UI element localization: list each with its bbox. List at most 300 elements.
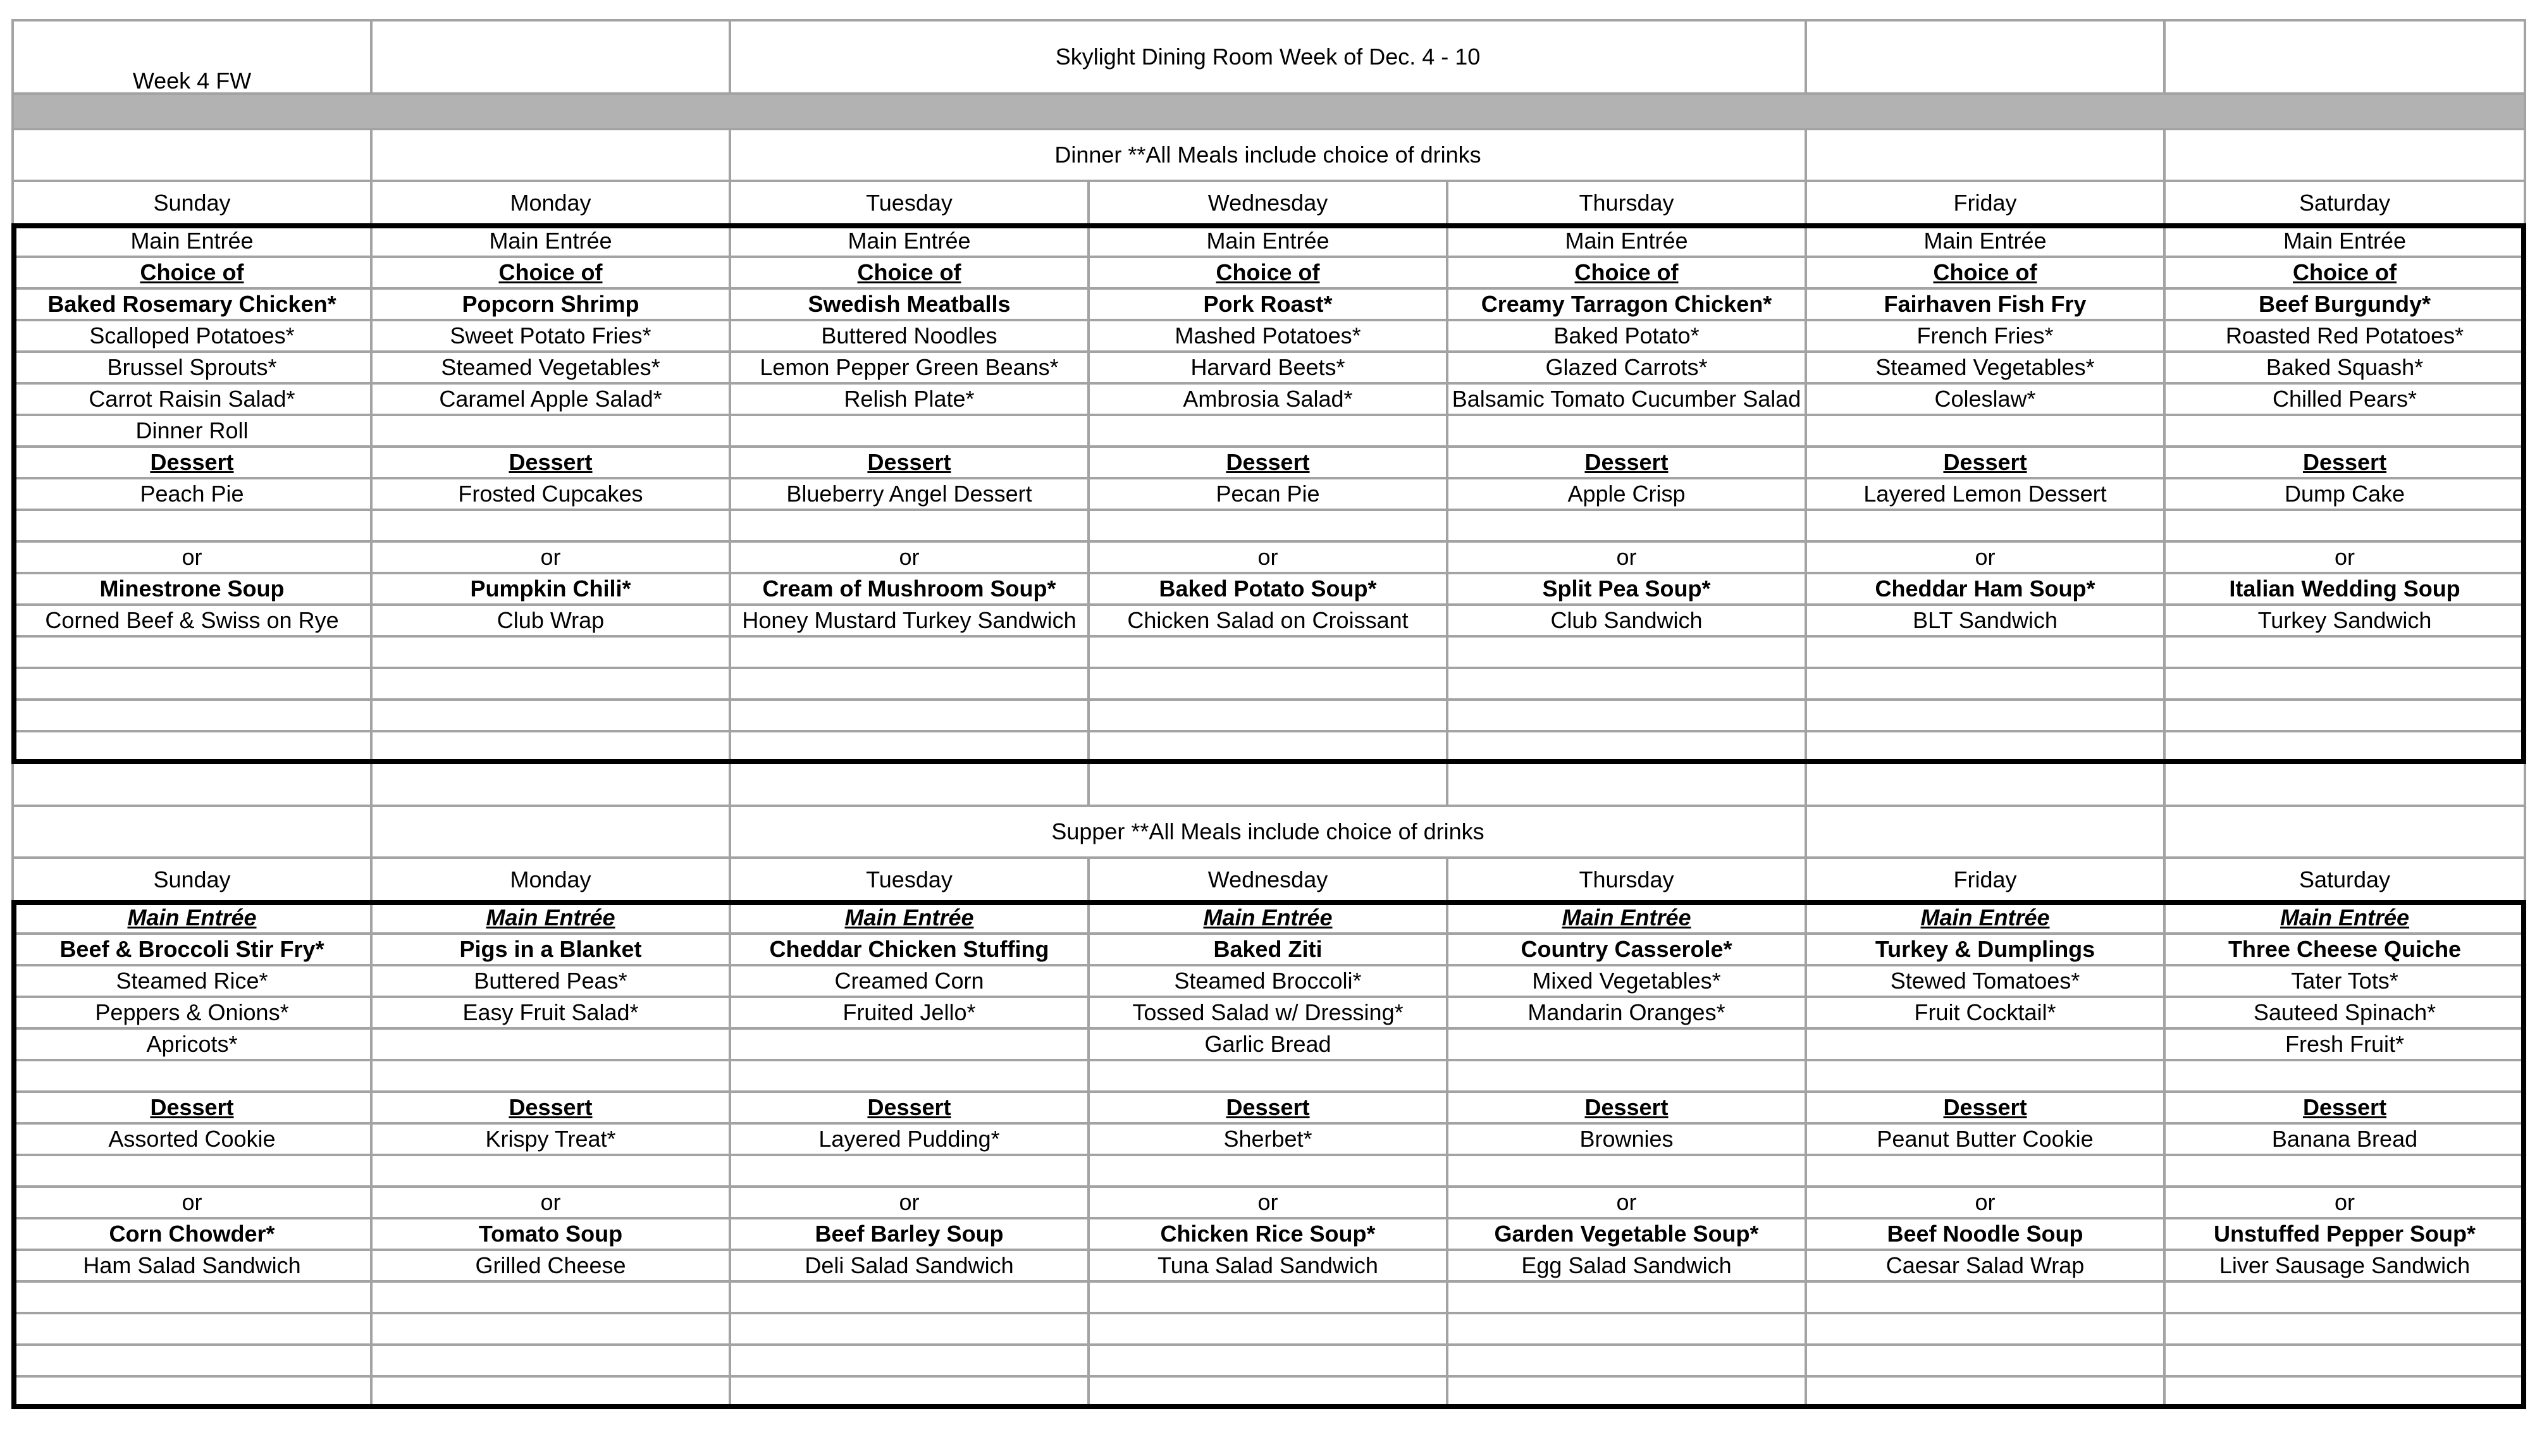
menu-row: [13, 636, 2525, 668]
menu-cell-sunday: Brussel Sprouts*: [13, 352, 371, 383]
menu-cell-monday: Frosted Cupcakes: [371, 478, 730, 510]
menu-cell-saturday: [2164, 1313, 2525, 1345]
menu-cell-friday: [1806, 1028, 2164, 1060]
blank-cell: [1806, 129, 2164, 181]
menu-cell-thursday: [1447, 415, 1806, 447]
menu-cell-saturday: [2164, 1155, 2525, 1187]
menu-cell-friday: [1806, 415, 2164, 447]
menu-cell-thursday: Garden Vegetable Soup*: [1447, 1218, 1806, 1250]
menu-cell-friday: French Fries*: [1806, 320, 2164, 352]
menu-cell-friday: Dessert: [1806, 1092, 2164, 1123]
blank-cell: [2164, 129, 2525, 181]
menu-cell-wednesday: [1089, 700, 1447, 731]
menu-cell-thursday: or: [1447, 541, 1806, 573]
blank-cell: [371, 129, 730, 181]
menu-cell-thursday: Apple Crisp: [1447, 478, 1806, 510]
menu-cell-sunday: Scalloped Potatoes*: [13, 320, 371, 352]
menu-cell-monday: [371, 1281, 730, 1313]
menu-cell-friday: Dessert: [1806, 447, 2164, 478]
menu-cell-thursday: Baked Potato*: [1447, 320, 1806, 352]
menu-cell-saturday: [2164, 731, 2525, 763]
menu-row: [13, 605, 2525, 636]
menu-cell-friday: [1806, 636, 2164, 668]
menu-cell-saturday: Dump Cake: [2164, 478, 2525, 510]
menu-row: [13, 541, 2525, 573]
menu-cell-sunday: Carrot Raisin Salad*: [13, 383, 371, 415]
menu-cell-sunday: Dessert: [13, 1092, 371, 1123]
menu-row: [13, 257, 2525, 288]
menu-cell-monday: [371, 1313, 730, 1345]
menu-cell-tuesday: Deli Salad Sandwich: [730, 1250, 1089, 1281]
menu-cell-thursday: Country Casserole*: [1447, 934, 1806, 965]
menu-cell-wednesday: Garlic Bread: [1089, 1028, 1447, 1060]
blank-cell: [371, 763, 730, 806]
dinner-subtitle-row: [13, 129, 2525, 181]
menu-cell-thursday: Main Entrée: [1447, 225, 1806, 257]
menu-cell-tuesday: Layered Pudding*: [730, 1123, 1089, 1155]
blank-cell: [371, 806, 730, 858]
menu-cell-monday: Easy Fruit Salad*: [371, 997, 730, 1028]
blank-cell: [730, 763, 1089, 806]
menu-cell-wednesday: Main Entrée: [1089, 225, 1447, 257]
menu-cell-friday: Fruit Cocktail*: [1806, 997, 2164, 1028]
menu-cell-tuesday: Dessert: [730, 1092, 1089, 1123]
menu-cell-sunday: Dessert: [13, 447, 371, 478]
menu-row: [13, 225, 2525, 257]
menu-cell-sunday: Steamed Rice*: [13, 965, 371, 997]
page-title: Skylight Dining Room Week of Dec. 4 - 10: [730, 20, 1806, 94]
menu-cell-thursday: [1447, 1345, 1806, 1376]
menu-cell-saturday: Main Entrée: [2164, 225, 2525, 257]
menu-row: [13, 668, 2525, 700]
menu-cell-saturday: [2164, 1060, 2525, 1092]
menu-cell-friday: Fairhaven Fish Fry: [1806, 288, 2164, 320]
menu-cell-tuesday: [730, 1313, 1089, 1345]
menu-cell-sunday: Corn Chowder*: [13, 1218, 371, 1250]
menu-cell-wednesday: Pork Roast*: [1089, 288, 1447, 320]
menu-cell-sunday: [13, 1281, 371, 1313]
menu-cell-wednesday: Sherbet*: [1089, 1123, 1447, 1155]
menu-row: [13, 573, 2525, 605]
menu-cell-wednesday: Dessert: [1089, 447, 1447, 478]
menu-cell-friday: Steamed Vegetables*: [1806, 352, 2164, 383]
menu-cell-saturday: Banana Bread: [2164, 1123, 2525, 1155]
blank-cell: [2164, 20, 2525, 94]
menu-cell-saturday: Baked Squash*: [2164, 352, 2525, 383]
supper-day-header-saturday: Saturday: [2164, 858, 2525, 902]
menu-cell-thursday: Egg Salad Sandwich: [1447, 1250, 1806, 1281]
menu-cell-wednesday: Baked Potato Soup*: [1089, 573, 1447, 605]
menu-cell-monday: Grilled Cheese: [371, 1250, 730, 1281]
menu-cell-thursday: Mixed Vegetables*: [1447, 965, 1806, 997]
menu-cell-monday: or: [371, 541, 730, 573]
menu-row: [13, 415, 2525, 447]
menu-cell-saturday: [2164, 415, 2525, 447]
menu-cell-saturday: Liver Sausage Sandwich: [2164, 1250, 2525, 1281]
menu-cell-saturday: [2164, 636, 2525, 668]
menu-cell-tuesday: Main Entrée: [730, 902, 1089, 934]
menu-cell-thursday: Choice of: [1447, 257, 1806, 288]
menu-cell-wednesday: Chicken Rice Soup*: [1089, 1218, 1447, 1250]
menu-cell-tuesday: Honey Mustard Turkey Sandwich: [730, 605, 1089, 636]
menu-cell-thursday: Mandarin Oranges*: [1447, 997, 1806, 1028]
menu-cell-wednesday: or: [1089, 1187, 1447, 1218]
menu-row: [13, 997, 2525, 1028]
menu-row: [13, 1187, 2525, 1218]
menu-cell-tuesday: Cheddar Chicken Stuffing: [730, 934, 1089, 965]
menu-cell-thursday: [1447, 1155, 1806, 1187]
menu-cell-monday: Dessert: [371, 447, 730, 478]
menu-cell-tuesday: [730, 1345, 1089, 1376]
menu-cell-sunday: Main Entrée: [13, 225, 371, 257]
blank-cell: [13, 763, 371, 806]
menu-cell-sunday: [13, 1155, 371, 1187]
menu-cell-wednesday: or: [1089, 541, 1447, 573]
menu-cell-friday: Main Entrée: [1806, 225, 2164, 257]
menu-cell-monday: [371, 1028, 730, 1060]
menu-cell-saturday: Main Entrée: [2164, 902, 2525, 934]
menu-cell-monday: [371, 700, 730, 731]
menu-cell-saturday: Tater Tots*: [2164, 965, 2525, 997]
menu-cell-wednesday: Mashed Potatoes*: [1089, 320, 1447, 352]
menu-cell-friday: [1806, 1376, 2164, 1408]
blank-cell: [1089, 763, 1447, 806]
menu-cell-tuesday: [730, 1155, 1089, 1187]
menu-cell-tuesday: Fruited Jello*: [730, 997, 1089, 1028]
menu-cell-saturday: Sauteed Spinach*: [2164, 997, 2525, 1028]
dinner-subtitle: Dinner **All Meals include choice of drinks: [730, 129, 1806, 181]
menu-cell-monday: [371, 1376, 730, 1408]
menu-cell-wednesday: [1089, 1060, 1447, 1092]
menu-cell-monday: Pigs in a Blanket: [371, 934, 730, 965]
menu-cell-sunday: [13, 668, 371, 700]
menu-cell-friday: Layered Lemon Dessert: [1806, 478, 2164, 510]
dinner-day-header-sunday: Sunday: [13, 181, 371, 225]
menu-cell-wednesday: [1089, 1155, 1447, 1187]
menu-cell-thursday: [1447, 1313, 1806, 1345]
menu-cell-thursday: [1447, 731, 1806, 763]
menu-row: [13, 1281, 2525, 1313]
menu-cell-monday: Dessert: [371, 1092, 730, 1123]
menu-cell-friday: [1806, 510, 2164, 541]
menu-row: [13, 352, 2525, 383]
menu-cell-friday: Caesar Salad Wrap: [1806, 1250, 2164, 1281]
menu-cell-tuesday: Creamed Corn: [730, 965, 1089, 997]
menu-cell-thursday: Main Entrée: [1447, 902, 1806, 934]
menu-cell-monday: [371, 731, 730, 763]
menu-cell-wednesday: Chicken Salad on Croissant: [1089, 605, 1447, 636]
menu-cell-wednesday: [1089, 1345, 1447, 1376]
menu-row: [13, 320, 2525, 352]
menu-cell-wednesday: Baked Ziti: [1089, 934, 1447, 965]
blank-cell: [13, 129, 371, 181]
menu-cell-wednesday: Ambrosia Salad*: [1089, 383, 1447, 415]
blank-cell: [1447, 763, 1806, 806]
menu-cell-friday: [1806, 700, 2164, 731]
menu-cell-monday: Caramel Apple Salad*: [371, 383, 730, 415]
menu-cell-friday: Stewed Tomatoes*: [1806, 965, 2164, 997]
menu-cell-saturday: Dessert: [2164, 1092, 2525, 1123]
menu-cell-monday: Steamed Vegetables*: [371, 352, 730, 383]
supper-section: [13, 902, 2525, 1408]
dinner-day-header-row: [13, 181, 2525, 225]
menu-cell-monday: Krispy Treat*: [371, 1123, 730, 1155]
menu-cell-saturday: or: [2164, 1187, 2525, 1218]
menu-cell-monday: or: [371, 1187, 730, 1218]
week-label: Week 4 FW: [13, 20, 371, 94]
menu-cell-thursday: Club Sandwich: [1447, 605, 1806, 636]
menu-cell-wednesday: [1089, 1313, 1447, 1345]
menu-cell-saturday: [2164, 510, 2525, 541]
menu-cell-friday: Main Entrée: [1806, 902, 2164, 934]
menu-cell-saturday: Dessert: [2164, 447, 2525, 478]
menu-cell-tuesday: Main Entrée: [730, 225, 1089, 257]
menu-cell-friday: Turkey & Dumplings: [1806, 934, 2164, 965]
supper-subtitle-row: [13, 806, 2525, 858]
menu-cell-sunday: Dinner Roll: [13, 415, 371, 447]
menu-cell-sunday: [13, 510, 371, 541]
menu-cell-thursday: Split Pea Soup*: [1447, 573, 1806, 605]
dinner-day-header-friday: Friday: [1806, 181, 2164, 225]
menu-cell-tuesday: Beef Barley Soup: [730, 1218, 1089, 1250]
menu-cell-tuesday: [730, 636, 1089, 668]
menu-cell-tuesday: [730, 700, 1089, 731]
menu-cell-monday: [371, 636, 730, 668]
menu-cell-wednesday: Dessert: [1089, 1092, 1447, 1123]
supper-day-header-friday: Friday: [1806, 858, 2164, 902]
menu-cell-sunday: [13, 1345, 371, 1376]
gray-band: [13, 94, 2525, 129]
menu-cell-wednesday: [1089, 1281, 1447, 1313]
menu-cell-thursday: Balsamic Tomato Cucumber Salad: [1447, 383, 1806, 415]
menu-cell-tuesday: [730, 1281, 1089, 1313]
menu-cell-saturday: [2164, 700, 2525, 731]
menu-row: [13, 1345, 2525, 1376]
menu-cell-tuesday: [730, 510, 1089, 541]
supper-day-header-sunday: Sunday: [13, 858, 371, 902]
menu-row: [13, 965, 2525, 997]
menu-cell-friday: [1806, 1345, 2164, 1376]
menu-cell-thursday: [1447, 1281, 1806, 1313]
menu-cell-wednesday: Tuna Salad Sandwich: [1089, 1250, 1447, 1281]
menu-cell-saturday: or: [2164, 541, 2525, 573]
menu-cell-monday: Club Wrap: [371, 605, 730, 636]
menu-cell-sunday: Choice of: [13, 257, 371, 288]
blank-cell: [2164, 806, 2525, 858]
menu-cell-tuesday: Lemon Pepper Green Beans*: [730, 352, 1089, 383]
menu-cell-tuesday: Cream of Mushroom Soup*: [730, 573, 1089, 605]
menu-cell-thursday: Brownies: [1447, 1123, 1806, 1155]
menu-cell-thursday: Creamy Tarragon Chicken*: [1447, 288, 1806, 320]
menu-cell-wednesday: Tossed Salad w/ Dressing*: [1089, 997, 1447, 1028]
menu-cell-tuesday: Dessert: [730, 447, 1089, 478]
menu-cell-wednesday: [1089, 510, 1447, 541]
dinner-day-header-saturday: Saturday: [2164, 181, 2525, 225]
menu-cell-thursday: [1447, 636, 1806, 668]
menu-cell-thursday: [1447, 510, 1806, 541]
menu-cell-friday: BLT Sandwich: [1806, 605, 2164, 636]
menu-row: [13, 902, 2525, 934]
menu-row: [13, 700, 2525, 731]
menu-cell-saturday: Beef Burgundy*: [2164, 288, 2525, 320]
menu-cell-thursday: Dessert: [1447, 447, 1806, 478]
menu-cell-friday: or: [1806, 1187, 2164, 1218]
menu-cell-thursday: or: [1447, 1187, 1806, 1218]
menu-cell-tuesday: [730, 731, 1089, 763]
blank-cell: [1806, 806, 2164, 858]
supper-subtitle: Supper **All Meals include choice of drinks: [730, 806, 1806, 858]
menu-cell-friday: [1806, 1313, 2164, 1345]
menu-cell-saturday: Fresh Fruit*: [2164, 1028, 2525, 1060]
menu-row: [13, 510, 2525, 541]
title-row: [13, 20, 2525, 94]
menu-cell-tuesday: [730, 1028, 1089, 1060]
menu-cell-friday: Choice of: [1806, 257, 2164, 288]
menu-cell-saturday: [2164, 1376, 2525, 1408]
blank-cell: [1806, 20, 2164, 94]
blank-cell: [13, 806, 371, 858]
menu-cell-sunday: [13, 636, 371, 668]
menu-cell-saturday: Unstuffed Pepper Soup*: [2164, 1218, 2525, 1250]
menu-cell-friday: [1806, 1281, 2164, 1313]
dinner-day-header-wednesday: Wednesday: [1089, 181, 1447, 225]
menu-cell-tuesday: [730, 668, 1089, 700]
menu-cell-friday: Coleslaw*: [1806, 383, 2164, 415]
menu-cell-tuesday: Buttered Noodles: [730, 320, 1089, 352]
menu-row: [13, 1155, 2525, 1187]
menu-cell-tuesday: [730, 415, 1089, 447]
menu-cell-thursday: Dessert: [1447, 1092, 1806, 1123]
menu-cell-monday: Tomato Soup: [371, 1218, 730, 1250]
menu-row: [13, 1092, 2525, 1123]
menu-cell-thursday: [1447, 1028, 1806, 1060]
menu-cell-friday: [1806, 668, 2164, 700]
menu-row: [13, 731, 2525, 763]
menu-row: [13, 1060, 2525, 1092]
menu-cell-sunday: Assorted Cookie: [13, 1123, 371, 1155]
menu-cell-saturday: [2164, 1281, 2525, 1313]
menu-cell-friday: [1806, 1060, 2164, 1092]
menu-cell-tuesday: or: [730, 1187, 1089, 1218]
menu-cell-friday: Cheddar Ham Soup*: [1806, 573, 2164, 605]
dinner-day-header-tuesday: Tuesday: [730, 181, 1089, 225]
blank-cell: [371, 20, 730, 94]
menu-row: [13, 1376, 2525, 1408]
menu-cell-sunday: Beef & Broccoli Stir Fry*: [13, 934, 371, 965]
dinner-day-header-monday: Monday: [371, 181, 730, 225]
menu-cell-wednesday: Harvard Beets*: [1089, 352, 1447, 383]
menu-sheet: [11, 19, 2524, 1409]
menu-cell-tuesday: Blueberry Angel Dessert: [730, 478, 1089, 510]
menu-cell-monday: Choice of: [371, 257, 730, 288]
menu-cell-thursday: [1447, 1060, 1806, 1092]
menu-cell-sunday: Minestrone Soup: [13, 573, 371, 605]
menu-cell-sunday: [13, 1060, 371, 1092]
menu-cell-wednesday: [1089, 415, 1447, 447]
menu-cell-sunday: [13, 1313, 371, 1345]
menu-cell-monday: Sweet Potato Fries*: [371, 320, 730, 352]
menu-cell-sunday: Peach Pie: [13, 478, 371, 510]
menu-cell-monday: Popcorn Shrimp: [371, 288, 730, 320]
menu-row: [13, 1123, 2525, 1155]
menu-cell-saturday: Three Cheese Quiche: [2164, 934, 2525, 965]
menu-cell-wednesday: [1089, 731, 1447, 763]
menu-cell-wednesday: Steamed Broccoli*: [1089, 965, 1447, 997]
menu-cell-sunday: or: [13, 541, 371, 573]
menu-cell-sunday: Main Entrée: [13, 902, 371, 934]
menu-row: [13, 447, 2525, 478]
menu-cell-monday: [371, 668, 730, 700]
menu-cell-wednesday: [1089, 636, 1447, 668]
section-gap-row: [13, 763, 2525, 806]
gray-band-row: [13, 94, 2525, 129]
menu-cell-friday: Beef Noodle Soup: [1806, 1218, 2164, 1250]
menu-cell-tuesday: Swedish Meatballs: [730, 288, 1089, 320]
menu-cell-saturday: [2164, 668, 2525, 700]
menu-row: [13, 1313, 2525, 1345]
menu-cell-wednesday: Choice of: [1089, 257, 1447, 288]
menu-cell-sunday: Peppers & Onions*: [13, 997, 371, 1028]
menu-cell-monday: [371, 1345, 730, 1376]
menu-row: [13, 1218, 2525, 1250]
menu-cell-sunday: Ham Salad Sandwich: [13, 1250, 371, 1281]
menu-cell-monday: Main Entrée: [371, 225, 730, 257]
menu-cell-saturday: [2164, 1345, 2525, 1376]
menu-row: [13, 478, 2525, 510]
menu-cell-friday: Peanut Butter Cookie: [1806, 1123, 2164, 1155]
menu-cell-tuesday: [730, 1060, 1089, 1092]
menu-cell-saturday: Italian Wedding Soup: [2164, 573, 2525, 605]
menu-cell-wednesday: [1089, 1376, 1447, 1408]
menu-cell-monday: Pumpkin Chili*: [371, 573, 730, 605]
menu-cell-sunday: [13, 1376, 371, 1408]
menu-cell-thursday: [1447, 1376, 1806, 1408]
menu-cell-friday: [1806, 731, 2164, 763]
menu-cell-tuesday: or: [730, 541, 1089, 573]
menu-cell-monday: [371, 1060, 730, 1092]
menu-cell-monday: [371, 1155, 730, 1187]
menu-cell-friday: [1806, 1155, 2164, 1187]
menu-cell-monday: Main Entrée: [371, 902, 730, 934]
menu-row: [13, 288, 2525, 320]
menu-row: [13, 934, 2525, 965]
menu-cell-thursday: [1447, 668, 1806, 700]
menu-cell-monday: [371, 510, 730, 541]
menu-cell-tuesday: Choice of: [730, 257, 1089, 288]
supper-day-header-wednesday: Wednesday: [1089, 858, 1447, 902]
menu-cell-wednesday: [1089, 668, 1447, 700]
menu-cell-monday: Buttered Peas*: [371, 965, 730, 997]
menu-cell-sunday: [13, 700, 371, 731]
menu-cell-thursday: Glazed Carrots*: [1447, 352, 1806, 383]
menu-cell-tuesday: Relish Plate*: [730, 383, 1089, 415]
menu-row: [13, 1250, 2525, 1281]
supper-day-header-row: [13, 858, 2525, 902]
dinner-section: [13, 225, 2525, 763]
menu-cell-sunday: Corned Beef & Swiss on Rye: [13, 605, 371, 636]
blank-cell: [2164, 763, 2525, 806]
supper-day-header-monday: Monday: [371, 858, 730, 902]
menu-cell-wednesday: Pecan Pie: [1089, 478, 1447, 510]
supper-day-header-thursday: Thursday: [1447, 858, 1806, 902]
menu-cell-tuesday: [730, 1376, 1089, 1408]
menu-cell-friday: or: [1806, 541, 2164, 573]
menu-row: [13, 1028, 2525, 1060]
menu-grid: [11, 19, 2526, 1409]
supper-day-header-tuesday: Tuesday: [730, 858, 1089, 902]
menu-cell-saturday: Turkey Sandwich: [2164, 605, 2525, 636]
blank-cell: [1806, 763, 2164, 806]
